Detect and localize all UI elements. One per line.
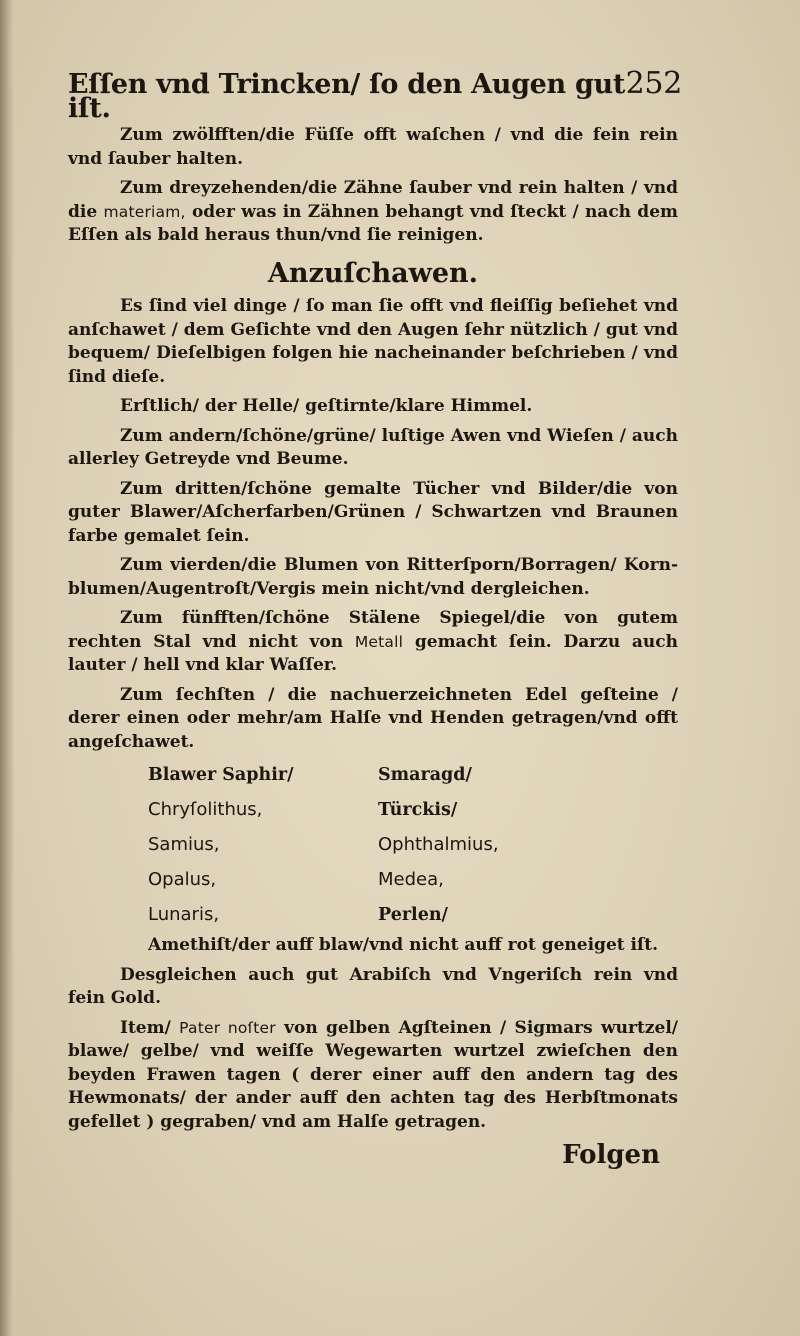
item-fifth-end: gemacht ſein. Darzu auch lauter / hell vnd klar Waſſer. [68,631,678,675]
catchword: Folgen [562,1140,660,1170]
item-second: Zum andern/ſchöne/grüne/ luſtige Awen vnd Wieſen / auch allerley Getreyde vnd Beume. [68,425,678,469]
gem-amethyst: Amethiſt/der auff blaw/vnd nicht auff rot geneiget iſt. [148,935,659,955]
running-header [68,66,682,124]
gem-sapphire: Blawer Saphir/ [148,765,294,785]
item-fourth: Zum vierden/die Blumen von Ritterſporn/Borragen/ Korn-blumen/Augentroſt/Vergis mein nicht/vnd dergleichen. [68,555,678,599]
gem-chrysolite: Chryſolithus, [148,799,263,820]
gem-lunaris: Lunaris, [148,904,220,925]
book-spine-shadow [0,0,14,1336]
running-title: Eſſen vnd Trincken/ ſo den Augen gut iſt. [68,69,626,124]
item-first: Erſtlich/ der Helle/ geſtirnte/klare Himmel. [120,396,533,416]
gem-turquoise: Türckis/ [378,800,458,820]
gemstone-list [148,760,678,930]
text-block [68,66,682,1134]
paragraph-intro: Es ſind viel dinge / ſo man ſie offt vnd fleiſſig beſiehet vnd anſchawet / dem Geſichte vnd den Augen ſehr nützlich / gut vnd bequem/ Dieſelbigen folgen hie nacheinander beſchrieben / vnd ſind dieſe. [68,296,678,387]
page-number: 252 [625,66,682,101]
item-sixth: Zum ſechſten / die nachuerzeichneten Edel geſteine / derer einen oder mehr/am Halſe vnd Henden getragen/vnd offt angeſchawet. [68,684,678,752]
paragraph-teeth [68,177,678,248]
latin-word: materiam, [103,202,186,221]
latin-words-pater-noster: Pater noſter [179,1018,276,1037]
gem-ophthalmius: Ophthalmius, [378,834,499,855]
paragraph-amber [68,1017,678,1135]
gem-emerald: Smaragd/ [378,765,472,785]
gem-medea: Medea, [378,869,444,890]
item-third: Zum dritten/ſchöne gemalte Tücher vnd Bilder/die von guter Blawer/Aſcherfarben/Grünen / Schwartzen vnd Braunen farbe gemalet ſein. [68,478,678,546]
latin-word-metall: Metall [354,632,404,651]
item-fifth-start: Zum fünfften/ſchöne Stälene Spiegel/die von gutem rechten Stal vnd nicht von [68,608,678,652]
paragraph-amber-end: von gelben Agſteinen / Sigmars wurtzel/ blawe/ gelbe/ vnd weiſſe Wegewarten wurtzel zwieſchen den beyden Frawen tagen ( derer einer auff den andern tag des Hewmonats/ der ander auff den achten tag des Herbſtmonats gefellet ) gegraben/ vnd am Halſe getragen. [68,1017,678,1132]
paragraph-teeth-start: Zum dreyzehenden/die Zähne ſauber vnd rein halten / vnd die [68,178,678,222]
paragraph-feet: Zum zwölfften/die Füſſe offt waſchen / vnd die fein rein vnd ſauber halten. [68,125,678,169]
section-heading: Anzuſchawen. [267,257,479,289]
paragraph-amber-start: Item/ [120,1017,180,1038]
gem-opal: Opalus, [148,869,217,890]
paragraph-gold: Desgleichen auch gut Arabiſch vnd Vngeriſch rein vnd fein Gold. [68,964,678,1008]
gem-samius: Samius, [148,834,220,855]
paragraph-teeth-end: oder was in Zähnen behangt vnd ſteckt / nach dem Eſſen als bald heraus thun/vnd ſie reinigen. [68,201,679,245]
item-fifth [68,607,678,678]
gem-pearls: Perlen/ [378,905,448,925]
